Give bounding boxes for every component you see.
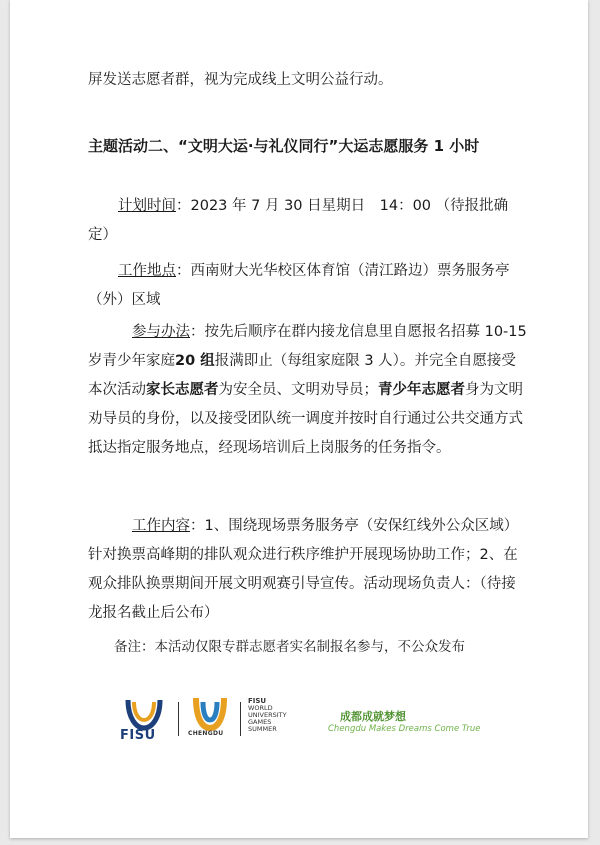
note: 备注：本活动仅限专群志愿者实名制报名参与，不公众发布 xyxy=(114,639,465,655)
slogan-chinese: 成都成就梦想 xyxy=(340,710,406,723)
logo-divider-2 xyxy=(240,702,241,736)
method-bold-c: 青少年志愿者 xyxy=(378,382,465,398)
section-heading: 主题活动二、“文明大运·与礼仪同行”大运志愿服务 1 小时 xyxy=(88,137,480,155)
work-label: 工作内容 xyxy=(132,518,190,534)
method-text-b: 报满即止（每组家庭限 3 人）。并完全自愿接受本次活动 xyxy=(88,353,516,398)
fisu-wordmark: FISU xyxy=(120,728,156,743)
method-bold-a: 20 组 xyxy=(175,353,215,369)
method-bold-b: 家长志愿者 xyxy=(146,382,219,398)
method-text-d: 身为文明劝导员的身份，以及接受团队统一调度并按时自行通过公共交通方式抵达指定服务地点，经现场培训后上岗服务的任务指令。 xyxy=(88,382,523,456)
fisu-games-text: FISU WORLD UNIVERSITY GAMES SUMMER xyxy=(248,697,287,733)
paragraph-intro: 屏发送志愿者群，视为完成线上文明公益行动。 xyxy=(88,72,393,88)
location-text: ：西南财大光华校区体育馆（清江路边）票务服务亭（外）区域 xyxy=(88,263,510,308)
method-text-a: ：按先后顺序在群内接龙信息里自愿报名招募 10-15 岁青少年家庭 xyxy=(88,324,527,369)
work-location xyxy=(88,257,528,315)
location-label: 工作地点 xyxy=(118,263,176,279)
plan-time-label: 计划时间 xyxy=(118,198,176,214)
chengdu-wordmark: CHENGDU xyxy=(188,730,224,737)
plan-time xyxy=(88,192,528,250)
document-page xyxy=(10,0,588,838)
method-label: 参与办法 xyxy=(132,324,190,340)
logo-divider xyxy=(178,702,179,736)
work-text: ：1、围绕现场票务服务亭（安保红线外公众区域）针对换票高峰期的排队观众进行秩序维护开展现场协助工作；2、在观众排队换票期间开展文明观赛引导宣传。活动现场负责人：（待接龙报名截止后公布） xyxy=(88,518,519,621)
work-content xyxy=(88,512,528,628)
logo-strip xyxy=(10,690,588,750)
participation-method xyxy=(88,318,528,463)
plan-time-text: ：2023 年 7 月 30 日星期日 14：00 （待报批确定） xyxy=(88,198,509,243)
slogan-english: Chengdu Makes Dreams Come True xyxy=(328,724,481,734)
method-text-c: 为安全员、文明劝导员； xyxy=(218,382,378,398)
